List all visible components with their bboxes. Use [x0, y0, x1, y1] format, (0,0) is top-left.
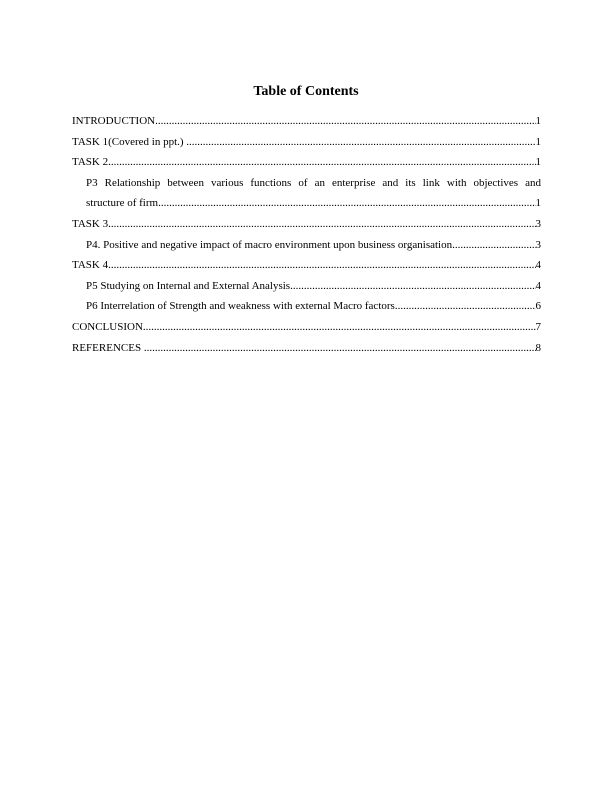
- toc-entry-text: P5 Studying on Internal and External Analysis: [86, 279, 291, 292]
- toc-entry-text: REFERENCES: [72, 341, 144, 354]
- toc-entry-text: TASK 2: [72, 156, 109, 169]
- toc-entry-task-1[interactable]: [72, 132, 541, 153]
- toc-entry-p6[interactable]: [72, 296, 541, 317]
- dot-leader: [186, 132, 535, 153]
- toc-entry-task-2[interactable]: [72, 152, 541, 173]
- dot-leader: [108, 214, 535, 235]
- dot-leader: [144, 338, 536, 359]
- toc-page-number: 1: [535, 197, 541, 210]
- dot-leader: [108, 152, 535, 173]
- dot-leader: [155, 111, 535, 132]
- toc-entry-text: INTRODUCTION: [72, 115, 156, 127]
- toc-page-number: 4: [535, 279, 541, 292]
- dot-leader: [108, 255, 535, 276]
- dot-leader: [452, 235, 535, 256]
- dot-leader: [143, 317, 536, 338]
- toc-entry-text: CONCLUSION: [72, 320, 143, 333]
- toc-entry-p5[interactable]: [72, 276, 541, 297]
- toc-entry-p3[interactable]: [72, 173, 541, 214]
- toc-entry-introduction[interactable]: [72, 111, 541, 132]
- toc-page-number: 4: [535, 259, 541, 272]
- toc-title: Table of Contents: [253, 84, 359, 99]
- toc-entry-text: TASK 3: [72, 217, 109, 230]
- toc-page-number: 3: [535, 238, 541, 251]
- toc-entry-line-2: [86, 193, 541, 214]
- toc-page-number: 7: [535, 320, 541, 333]
- toc-entry-text-line-1: P3 Relationship between various functions of an enterprise and its link with objectives and: [86, 176, 541, 189]
- toc-entry-conclusion[interactable]: [72, 317, 541, 338]
- toc-page-number: 3: [535, 217, 541, 230]
- toc-page-number: 1: [535, 156, 541, 169]
- toc-entry-task-3[interactable]: [72, 214, 541, 235]
- toc-entry-text: P6 Interrelation of Strength and weakness with external Macro factors: [86, 300, 395, 313]
- toc-entry-text: P4. Positive and negative impact of macro environment upon business organisation: [86, 238, 453, 251]
- toc-page-number: 1: [535, 115, 541, 127]
- toc-page-number: 1: [535, 135, 541, 148]
- dot-leader: [158, 193, 535, 214]
- toc-entry-text: TASK 1(Covered in ppt.): [72, 135, 187, 148]
- toc-entry-task-4[interactable]: [72, 255, 541, 276]
- toc-entry-text: TASK 4: [72, 259, 109, 272]
- toc-page-number: 8: [535, 341, 541, 354]
- toc-entry-p4[interactable]: [72, 235, 541, 256]
- dot-leader: [395, 296, 536, 317]
- table-of-contents: [72, 111, 541, 358]
- toc-page-number: 6: [535, 300, 541, 313]
- toc-entry-references[interactable]: [72, 338, 541, 359]
- dot-leader: [290, 276, 535, 297]
- toc-entry-text-line-2: structure of firm: [86, 197, 159, 210]
